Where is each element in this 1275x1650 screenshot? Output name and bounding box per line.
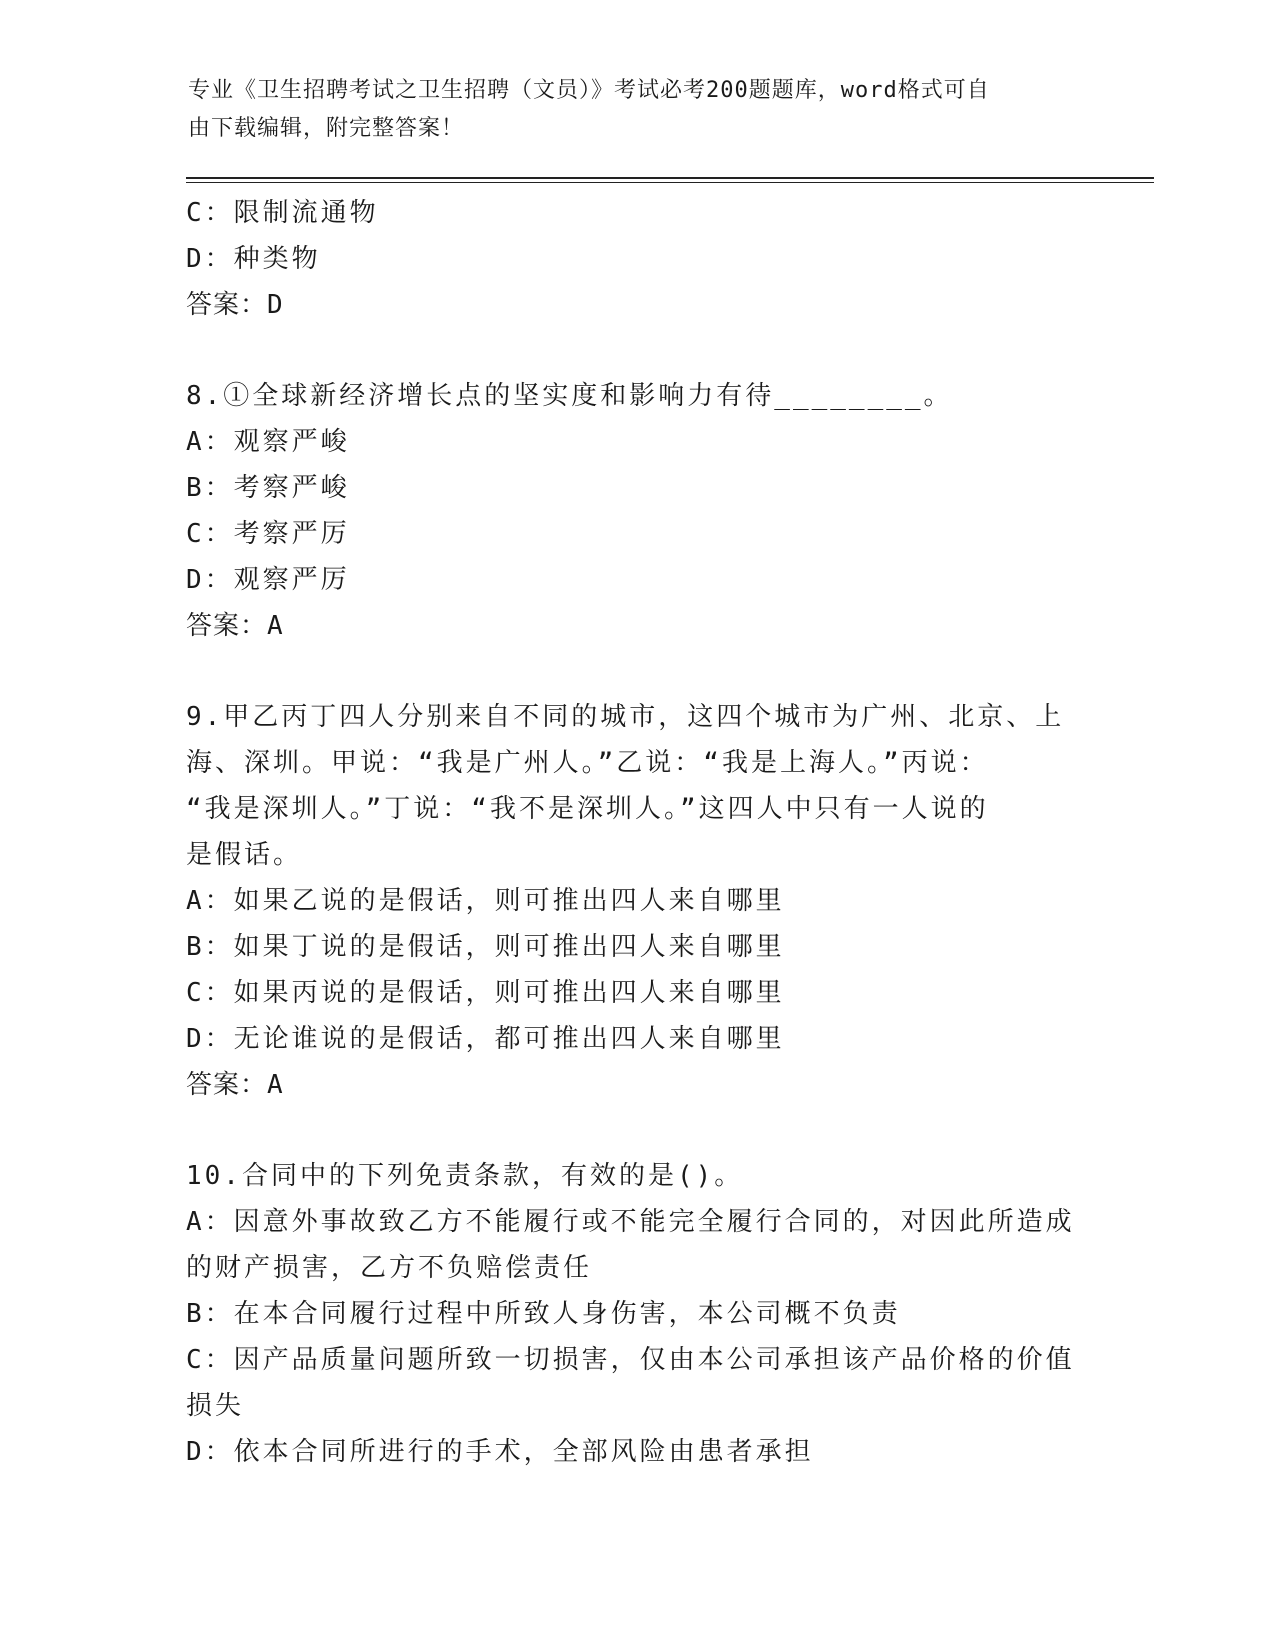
question-stem-line-3: “我是深圳人。”丁说：“我不是深圳人。”这四人中只有一人说的 — [186, 794, 989, 824]
option-b: B：在本合同履行过程中所致人身伤害，本公司概不负责 — [186, 1299, 901, 1329]
option-a-line-2: 的财产损害，乙方不负赔偿责任 — [186, 1253, 593, 1283]
answer: 答案：A — [186, 611, 284, 641]
option-c: C：如果丙说的是假话，则可推出四人来自哪里 — [186, 978, 785, 1008]
option-a-line-1: A：因意外事故致乙方不能履行或不能完全履行合同的，对因此所造成 — [186, 1207, 1075, 1237]
option-a: A：观察严峻 — [186, 427, 350, 457]
option-c-line-2: 损失 — [186, 1391, 245, 1421]
question-content — [186, 190, 1086, 1475]
option-d: D：依本合同所进行的手术，全部风险由患者承担 — [186, 1437, 814, 1467]
option-c: C：考察严厉 — [186, 519, 350, 549]
option-d: D：观察严厉 — [186, 565, 350, 595]
question-stem-line-2: 海、深圳。甲说：“我是广州人。”乙说：“我是上海人。”丙说： — [186, 748, 989, 778]
option-c-line-1: C：因产品质量问题所致一切损害，仅由本公司承担该产品价格的价值 — [186, 1345, 1075, 1375]
document-header — [188, 72, 1088, 148]
question-stem: 10.合同中的下列免责条款，有效的是()。 — [186, 1161, 744, 1191]
question-10 — [186, 1153, 1086, 1475]
option-d: D：种类物 — [186, 244, 321, 274]
header-rule-thick — [186, 177, 1154, 179]
header-rule-thin — [186, 182, 1154, 183]
question-8 — [186, 373, 1086, 649]
option-c: C：限制流通物 — [186, 198, 379, 228]
option-b: B：如果丁说的是假话，则可推出四人来自哪里 — [186, 932, 785, 962]
question-stem-line-4: 是假话。 — [186, 840, 303, 870]
question-7-tail — [186, 190, 1086, 328]
question-stem-line-1: 9.甲乙丙丁四人分别来自不同的城市，这四个城市为广州、北京、上 — [186, 702, 1065, 732]
option-a: A：如果乙说的是假话，则可推出四人来自哪里 — [186, 886, 785, 916]
answer: 答案：A — [186, 1070, 284, 1100]
option-b: B：考察严峻 — [186, 473, 350, 503]
header-line-2: 由下载编辑，附完整答案！ — [188, 116, 465, 141]
question-9 — [186, 694, 1086, 1108]
option-d: D：无论谁说的是假话，都可推出四人来自哪里 — [186, 1024, 785, 1054]
question-stem: 8.①全球新经济增长点的坚实度和影响力有待________。 — [186, 381, 953, 411]
header-line-1: 专业《卫生招聘考试之卫生招聘（文员）》考试必考200题题库，word格式可自 — [188, 78, 990, 103]
answer: 答案：D — [186, 290, 284, 320]
